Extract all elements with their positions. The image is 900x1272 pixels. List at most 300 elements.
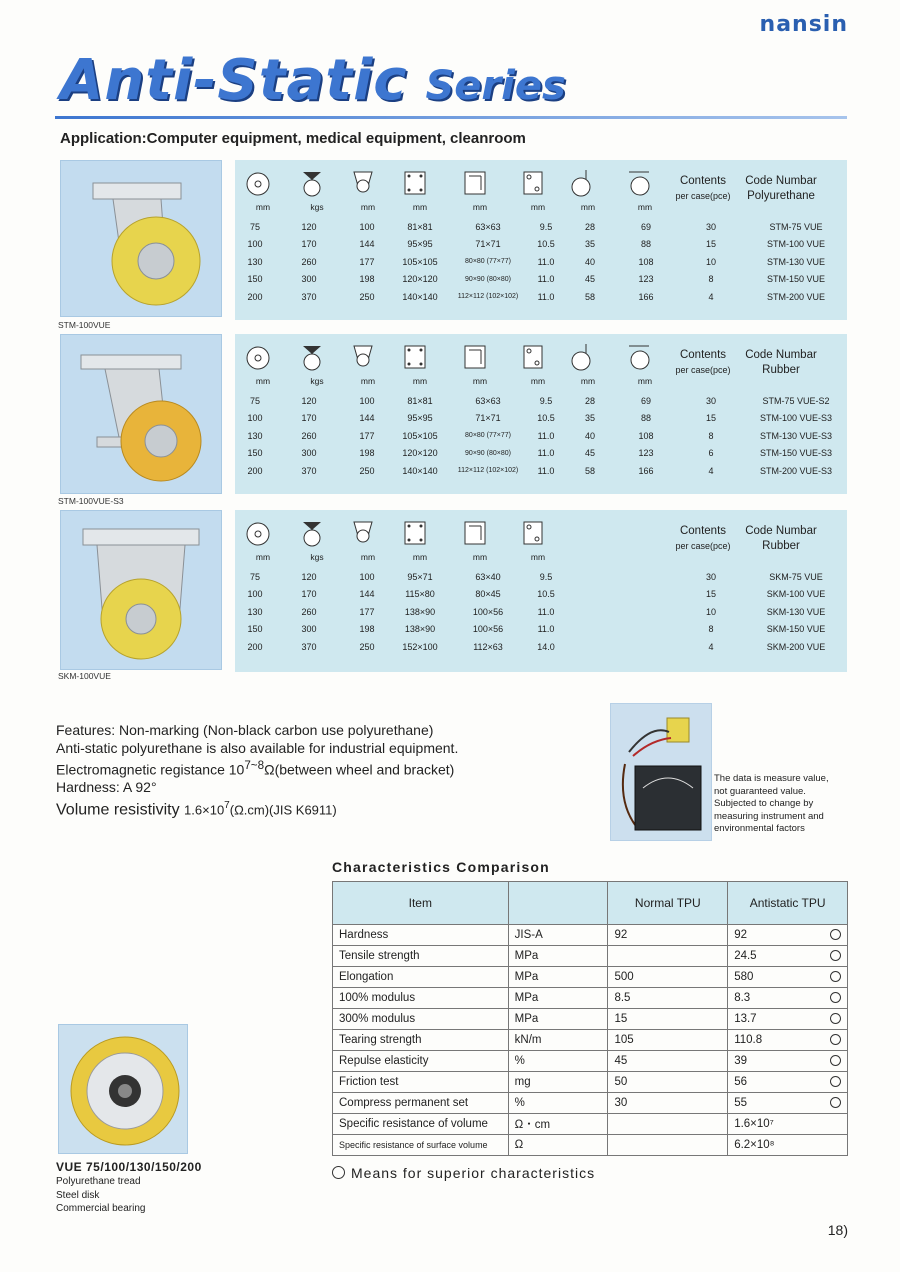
spec-cell: 8: [708, 430, 714, 441]
offset-icon: [568, 168, 598, 198]
spec-row: [235, 236, 847, 254]
offset-icon: [568, 342, 598, 372]
plate-size-icon: [400, 518, 430, 548]
legend-text: Means for superior characteristics: [351, 1165, 596, 1181]
spec-cell: SKM-200 VUE: [766, 641, 826, 652]
meter-photo: [610, 703, 712, 841]
superior-circle-icon: [830, 1097, 841, 1108]
code-label: Code Numbar: [745, 175, 817, 187]
spec-cell: 177: [359, 430, 375, 441]
spec-cell: 260: [301, 606, 317, 617]
comparison-cell-unit: MPa: [508, 988, 608, 1009]
comparison-cell-normal: 8.5: [608, 988, 728, 1009]
comparison-cell-anti: 6.2×10⁸: [728, 1135, 848, 1156]
spec-cell: 100: [247, 589, 263, 600]
comparison-row: [333, 988, 848, 1009]
comparison-row: [333, 1051, 848, 1072]
spec-cell: 45: [584, 274, 595, 285]
load-capacity-icon: [297, 342, 327, 372]
comparison-cell-item: Elongation: [333, 967, 509, 988]
caster-caption: STM-100VUE-S3: [58, 496, 124, 506]
caster-photo-brake: [60, 334, 222, 494]
bolt-hole-icon: [518, 518, 548, 548]
spec-cell: 95×95: [407, 413, 433, 424]
comparison-cell-anti: 39: [728, 1051, 848, 1072]
code-header: [741, 524, 821, 554]
spec-cell: 80×80 (77×77): [465, 258, 511, 266]
spec-cell: STM-100 VUE: [766, 239, 826, 250]
spec-row: [235, 586, 847, 604]
spec-cell: [615, 603, 677, 621]
feature-line: Hardness: A 92°: [56, 779, 157, 796]
title-main: Anti-Static: [60, 48, 408, 113]
header-item: Item: [333, 882, 509, 925]
spec-panel-1: [235, 160, 847, 320]
header-anti: Antistatic TPU: [728, 882, 848, 925]
unit-label: kgs: [310, 552, 324, 562]
comparison-cell-item: Compress permanent set: [333, 1093, 509, 1114]
superior-circle-icon: [830, 992, 841, 1003]
vue-line: Steel disk: [56, 1189, 100, 1201]
spec-cell: 112×63: [473, 641, 503, 652]
spec-cell: 15: [705, 239, 716, 250]
spec-row: [235, 621, 847, 639]
superior-circle-icon: [830, 1013, 841, 1024]
unit-label: mm: [530, 202, 546, 212]
spec-cell: 90×90 (80×80): [465, 449, 511, 457]
unit-label: mm: [255, 552, 271, 562]
spec-cell: 100: [359, 221, 375, 232]
spec-row: [235, 288, 847, 306]
spec-cell: STM-100 VUE-S3: [759, 413, 833, 424]
spec-cell: 28: [584, 221, 595, 232]
spec-row: [235, 410, 847, 428]
spec-row: [235, 462, 847, 480]
caster-photo-swivel: [60, 160, 222, 317]
comparison-cell-normal: [608, 1135, 728, 1156]
spec-row: [235, 253, 847, 271]
page-number: 18): [827, 1222, 848, 1238]
header-unit: [508, 882, 608, 925]
height-icon: [348, 518, 378, 548]
unit-label: mm: [530, 552, 546, 562]
spec-cell: 11.0: [537, 606, 555, 617]
spec-cell: 370: [301, 465, 317, 476]
spec-cell: [615, 621, 677, 639]
comparison-cell-normal: 50: [608, 1072, 728, 1093]
comparison-cell-item: Repulse elasticity: [333, 1051, 509, 1072]
spec-cell: 63×63: [475, 395, 501, 406]
spec-cell: 198: [359, 274, 375, 285]
unit-label: kgs: [310, 376, 324, 386]
spec-cell: 58: [584, 291, 595, 302]
spec-cell: 11.0: [537, 448, 555, 459]
spec-cell: 198: [359, 448, 375, 459]
spec-cell: 69: [640, 221, 651, 232]
spec-cell: 40: [584, 430, 595, 441]
header-normal: Normal TPU: [608, 882, 728, 925]
spec-cell: 200: [247, 641, 263, 652]
swivel-radius-icon: [625, 342, 655, 372]
comparison-title: Characteristics Comparison: [332, 859, 550, 875]
vue-line: Polyurethane tread: [56, 1176, 141, 1187]
spec-cell: 63×40: [475, 571, 501, 582]
spec-cell: 75: [249, 395, 260, 406]
contents-header: [665, 524, 741, 554]
spec-cell: 300: [301, 624, 317, 635]
spec-cell: 80×80 (77×77): [465, 432, 511, 440]
spec-table: [235, 218, 847, 306]
spec-cell: 166: [638, 465, 654, 476]
spec-cell: 150: [247, 448, 263, 459]
spec-cell: 250: [359, 641, 375, 652]
comparison-cell-item: 100% modulus: [333, 988, 509, 1009]
spec-cell: 35: [584, 239, 595, 250]
spec-cell: 75: [249, 221, 260, 232]
contents-label: Contents: [679, 525, 727, 537]
spec-cell: 100: [247, 239, 263, 250]
comparison-row: [333, 925, 848, 946]
spec-icons: [235, 338, 675, 390]
comparison-cell-normal: [608, 1114, 728, 1135]
brand-logo: nansin: [759, 12, 848, 37]
spec-cell: 170: [301, 413, 317, 424]
comparison-cell-item: Specific resistance of surface volume: [333, 1135, 509, 1156]
spec-cell: 140×140: [402, 465, 438, 476]
spec-cell: 144: [359, 589, 375, 600]
spec-cell: 4: [708, 465, 714, 476]
spec-cell: 95×95: [407, 239, 433, 250]
contents-label: Contents: [679, 349, 727, 361]
spec-cell: 200: [247, 465, 263, 476]
spec-cell: 11.0: [537, 465, 555, 476]
spec-cell: 140×140: [402, 291, 438, 302]
spec-cell: [565, 603, 615, 621]
spec-cell: 58: [584, 465, 595, 476]
spec-cell: [565, 638, 615, 656]
spec-cell: [565, 586, 615, 604]
load-capacity-icon: [297, 518, 327, 548]
spec-cell: 250: [359, 291, 375, 302]
code-sub: Polyurethane: [747, 190, 815, 202]
title-sub: Series: [425, 63, 566, 109]
spec-cell: 112×112 (102×102): [457, 293, 519, 301]
comparison-cell-unit: %: [508, 1093, 608, 1114]
comparison-cell-item: Friction test: [333, 1072, 509, 1093]
spec-icons: [235, 514, 675, 566]
comparison-row: [333, 946, 848, 967]
spec-cell: 198: [359, 624, 375, 635]
bolt-spacing-icon: [460, 342, 490, 372]
spec-cell: SKM-150 VUE: [766, 624, 826, 635]
comparison-row: [333, 1030, 848, 1051]
feature-text: Electromagnetic registance 10: [56, 761, 245, 778]
comparison-row: [333, 1114, 848, 1135]
title-rule: [55, 116, 847, 119]
spec-cell: 138×90: [404, 624, 436, 635]
unit-label: mm: [472, 202, 488, 212]
circle-icon: [332, 1166, 345, 1179]
vue-line: Commercial bearing: [56, 1203, 146, 1214]
spec-row: [235, 603, 847, 621]
comparison-cell-normal: 500: [608, 967, 728, 988]
feature-line: Features: Non-marking (Non-black carbon use polyurethane): [56, 722, 434, 738]
code-sub: Rubber: [762, 364, 800, 376]
spec-cell: 120: [301, 571, 317, 582]
comparison-cell-normal: 30: [608, 1093, 728, 1114]
spec-cell: STM-200 VUE-S3: [759, 465, 833, 476]
comparison-cell-unit: MPa: [508, 1009, 608, 1030]
spec-cell: 370: [301, 641, 317, 652]
spec-cell: SKM-75 VUE: [769, 571, 823, 582]
spec-cell: 100×56: [472, 606, 504, 617]
height-icon: [348, 342, 378, 372]
comparison-row: [333, 1072, 848, 1093]
unit-label: mm: [580, 202, 596, 212]
spec-row: [235, 445, 847, 463]
spec-cell: [565, 621, 615, 639]
load-capacity-icon: [297, 168, 327, 198]
spec-icons: [235, 164, 675, 216]
spec-cell: 138×90: [404, 606, 436, 617]
spec-cell: 9.5: [539, 221, 553, 232]
spec-cell: 88: [640, 239, 651, 250]
comparison-cell-unit: MPa: [508, 967, 608, 988]
spec-cell: 260: [301, 256, 317, 267]
wheel-diameter-icon: [243, 168, 273, 198]
spec-cell: STM-200 VUE: [766, 291, 826, 302]
spec-cell: 200: [247, 291, 263, 302]
spec-cell: 69: [640, 395, 651, 406]
spec-cell: 9.5: [539, 571, 553, 582]
spec-cell: 11.0: [537, 256, 555, 267]
spec-cell: 6: [708, 448, 714, 459]
spec-cell: STM-75 VUE: [769, 221, 823, 232]
spec-cell: 11.0: [537, 624, 555, 635]
comparison-cell-anti: 1.6×10⁷: [728, 1114, 848, 1135]
spec-cell: 4: [708, 291, 714, 302]
bolt-hole-icon: [518, 168, 548, 198]
note-line: environmental factors: [714, 823, 805, 834]
unit-label: mm: [472, 376, 488, 386]
feature-line: Anti-static polyurethane is also available for industrial equipment.: [56, 739, 459, 756]
height-icon: [348, 168, 378, 198]
spec-cell: 30: [705, 571, 716, 582]
spec-panel-2: [235, 334, 847, 494]
contents-sub: per case(pce): [675, 191, 731, 201]
spec-cell: 250: [359, 465, 375, 476]
vue-description: [56, 1175, 145, 1216]
spec-cell: 95×71: [407, 571, 433, 582]
page-title: [60, 48, 566, 113]
spec-cell: 15: [705, 413, 716, 424]
spec-cell: 11.0: [537, 291, 555, 302]
comparison-cell-normal: 92: [608, 925, 728, 946]
spec-cell: 10.5: [537, 589, 555, 600]
spec-row: [235, 218, 847, 236]
spec-cell: 14.0: [537, 641, 555, 652]
plate-size-icon: [400, 342, 430, 372]
comparison-cell-normal: 45: [608, 1051, 728, 1072]
note-line: not guaranteed value.: [714, 785, 806, 797]
comparison-cell-anti: 8.3: [728, 988, 848, 1009]
spec-cell: 150: [247, 624, 263, 635]
spec-cell: 120: [301, 395, 317, 406]
unit-label: mm: [637, 202, 653, 212]
spec-row: [235, 392, 847, 410]
comparison-cell-anti: 55: [728, 1093, 848, 1114]
comparison-table: [332, 881, 848, 1156]
bolt-spacing-icon: [460, 168, 490, 198]
comparison-cell-unit: %: [508, 1051, 608, 1072]
spec-cell: 370: [301, 291, 317, 302]
comparison-cell-anti: 110.8: [728, 1030, 848, 1051]
contents-header: [665, 174, 741, 204]
comparison-cell-anti: 56: [728, 1072, 848, 1093]
application-line: Application:Computer equipment, medical equipment, cleanroom: [60, 130, 526, 147]
contents-sub: per case(pce): [675, 365, 731, 375]
superior-circle-icon: [830, 1055, 841, 1066]
spec-cell: 88: [640, 413, 651, 424]
comparison-cell-item: 300% modulus: [333, 1009, 509, 1030]
note-line: Subjected to change by: [714, 798, 814, 809]
spec-cell: 81×81: [407, 395, 433, 406]
spec-cell: 120×120: [402, 448, 438, 459]
spec-cell: 130: [247, 256, 263, 267]
spec-row: [235, 271, 847, 289]
spec-cell: 63×63: [475, 221, 501, 232]
spec-cell: 90×90 (80×80): [465, 275, 511, 283]
feature-text: (Ω.cm)(JIS K6911): [229, 801, 337, 817]
contents-label: Contents: [679, 175, 727, 187]
spec-cell: 100: [359, 571, 375, 582]
spec-cell: 30: [705, 395, 716, 406]
vue-title: VUE 75/100/130/150/200: [56, 1160, 202, 1174]
plate-size-icon: [400, 168, 430, 198]
comparison-row: [333, 967, 848, 988]
spec-cell: STM-150 VUE: [766, 274, 826, 285]
spec-cell: 150: [247, 274, 263, 285]
spec-cell: 123: [638, 448, 654, 459]
spec-table: [235, 568, 847, 656]
spec-row: [235, 638, 847, 656]
comparison-cell-item: Tensile strength: [333, 946, 509, 967]
unit-label: mm: [530, 376, 546, 386]
comparison-cell-normal: [608, 946, 728, 967]
spec-cell: 10: [705, 256, 716, 267]
spec-cell: 130: [247, 430, 263, 441]
note-line: The data is measure value,: [714, 773, 829, 784]
spec-cell: 105×105: [402, 256, 438, 267]
comparison-row: [333, 1009, 848, 1030]
feature-text: 1.6×10: [184, 801, 225, 817]
contents-header: [665, 348, 741, 378]
spec-cell: 10.5: [537, 413, 555, 424]
feature-text: Volume resistivity: [56, 800, 180, 818]
feature-line: [56, 757, 458, 779]
comparison-row: [333, 1093, 848, 1114]
spec-cell: 152×100: [402, 641, 438, 652]
spec-row: [235, 568, 847, 586]
spec-cell: 177: [359, 606, 375, 617]
unit-label: mm: [360, 552, 376, 562]
spec-cell: 8: [708, 624, 714, 635]
unit-label: mm: [412, 552, 428, 562]
comparison-cell-normal: 15: [608, 1009, 728, 1030]
spec-table: [235, 392, 847, 480]
spec-cell: 71×71: [475, 239, 501, 250]
comparison-cell-unit: kN/m: [508, 1030, 608, 1051]
spec-cell: 40: [584, 256, 595, 267]
spec-cell: 100: [359, 395, 375, 406]
spec-cell: 260: [301, 430, 317, 441]
comparison-cell-unit: mg: [508, 1072, 608, 1093]
comparison-cell-anti: 24.5: [728, 946, 848, 967]
wheel-diameter-icon: [243, 518, 273, 548]
spec-cell: 105×105: [402, 430, 438, 441]
caster-photo-rigid: [60, 510, 222, 670]
superior-circle-icon: [830, 1034, 841, 1045]
spec-row: [235, 427, 847, 445]
spec-cell: 300: [301, 274, 317, 285]
spec-cell: 100: [247, 413, 263, 424]
comparison-row: [333, 1135, 848, 1156]
spec-cell: 80×45: [475, 589, 501, 600]
spec-cell: 130: [247, 606, 263, 617]
spec-cell: 75: [249, 571, 260, 582]
comparison-cell-unit: MPa: [508, 946, 608, 967]
spec-cell: 15: [705, 589, 716, 600]
spec-cell: 300: [301, 448, 317, 459]
feature-text: Ω(between wheel and bracket): [264, 761, 455, 778]
legend: [332, 1165, 595, 1181]
spec-cell: 45: [584, 448, 595, 459]
unit-label: mm: [255, 202, 271, 212]
wheel-photo: [58, 1024, 188, 1154]
unit-label: mm: [412, 376, 428, 386]
spec-cell: 10.5: [537, 239, 555, 250]
spec-cell: 9.5: [539, 395, 553, 406]
caster-caption: SKM-100VUE: [58, 671, 111, 681]
comparison-cell-normal: 105: [608, 1030, 728, 1051]
spec-cell: 115×80: [405, 589, 435, 600]
measurement-note: [714, 773, 829, 836]
unit-label: mm: [412, 202, 428, 212]
unit-label: mm: [637, 376, 653, 386]
comparison-cell-item: Hardness: [333, 925, 509, 946]
caster-caption: STM-100VUE: [58, 320, 111, 330]
spec-cell: 170: [301, 239, 317, 250]
superior-circle-icon: [830, 971, 841, 982]
superior-circle-icon: [830, 950, 841, 961]
spec-cell: SKM-130 VUE: [766, 606, 826, 617]
spec-cell: 28: [584, 395, 595, 406]
contents-sub: per case(pce): [675, 541, 731, 551]
spec-cell: 120: [301, 221, 317, 232]
comparison-cell-unit: JIS-A: [508, 925, 608, 946]
spec-cell: [565, 568, 615, 586]
unit-label: mm: [360, 376, 376, 386]
comparison-cell-anti: 92: [728, 925, 848, 946]
code-sub: Rubber: [762, 540, 800, 552]
spec-cell: [615, 638, 677, 656]
spec-cell: 30: [705, 221, 716, 232]
spec-cell: [615, 586, 677, 604]
spec-cell: STM-150 VUE-S3: [759, 448, 833, 459]
spec-cell: 144: [359, 413, 375, 424]
superior-circle-icon: [830, 929, 841, 940]
wheel-diameter-icon: [243, 342, 273, 372]
